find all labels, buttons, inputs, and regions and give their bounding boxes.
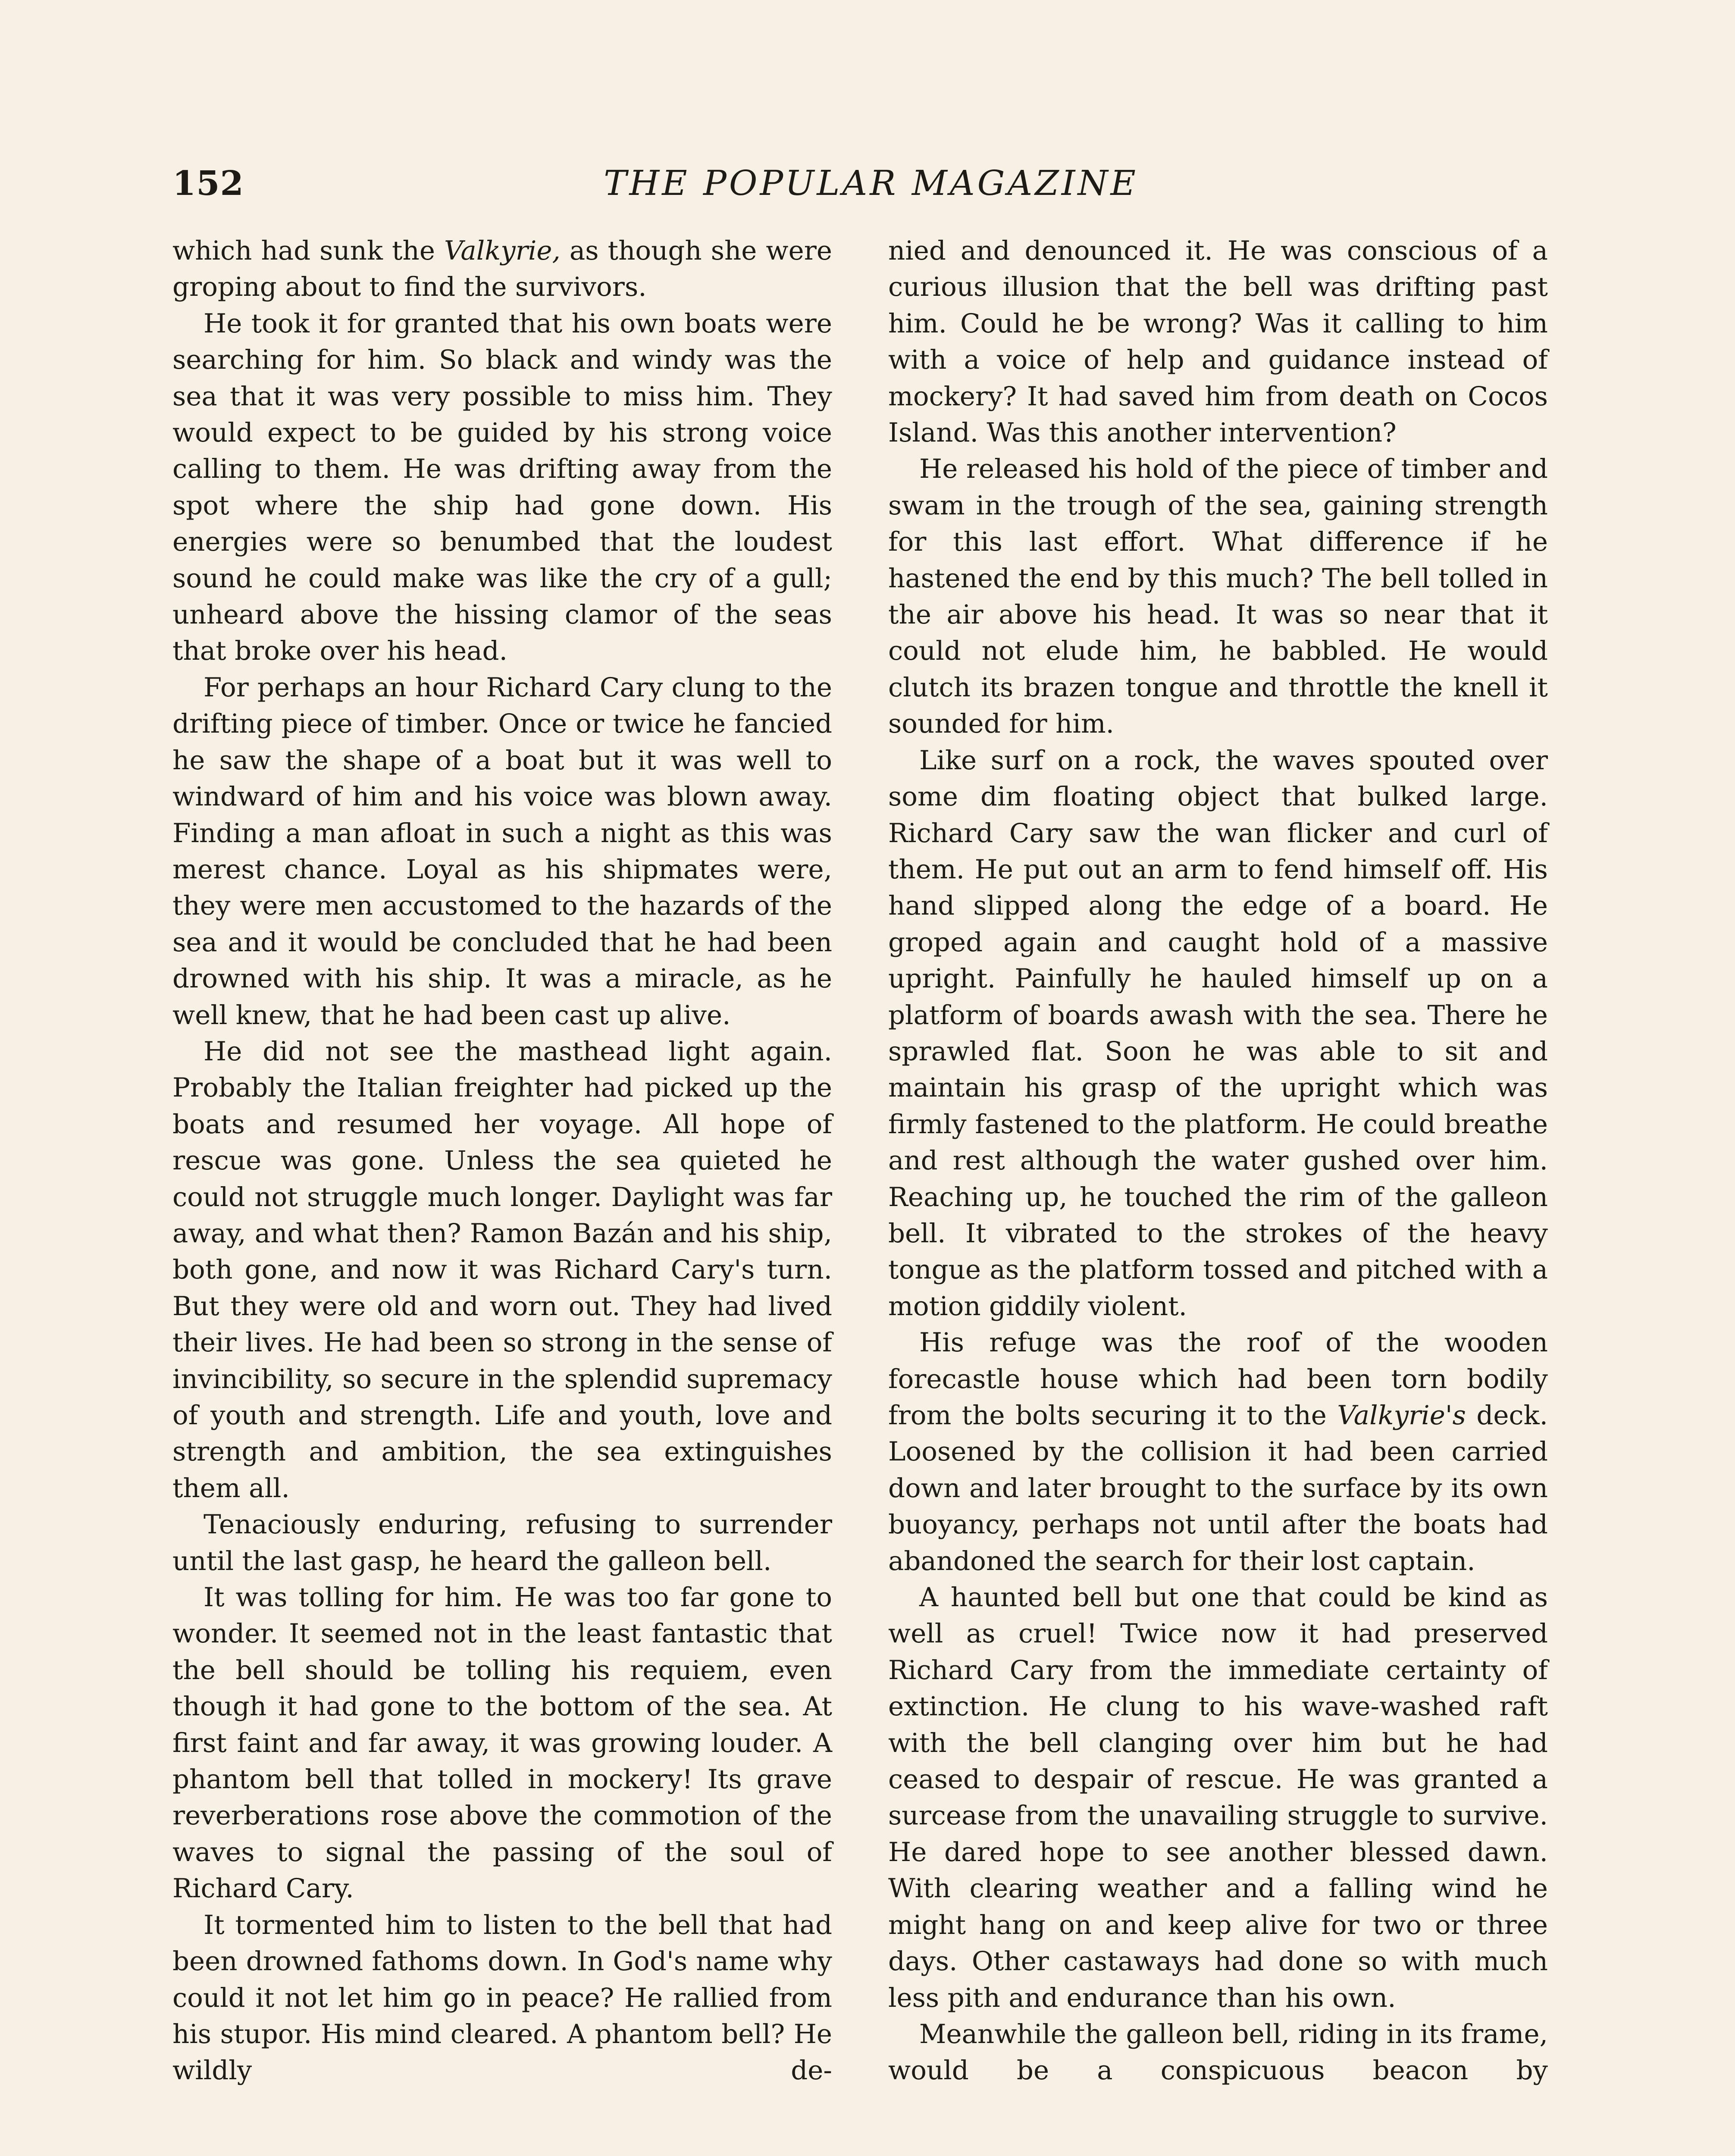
paragraph: which had sunk the Valkyrie, as though she were groping about to find the survivors. xyxy=(172,235,832,303)
paragraph: He did not see the masthead light again. Probably the Italian freighter had picked up the boats and resumed her voyage. All hope of rescue was gone. Unless the sea quieted he could not struggle much longer. Daylight was far away, and what then? Ramon Bazán and his ship, both gone, and now it was Richard Cary's turn. But they were old and worn out. They had lived their lives. He had been so strong in the sense of invincibility, so secure in the splendid supremacy of youth and strength. Life and youth, love and strength and ambition, the sea extinguishes them all. xyxy=(172,1036,832,1504)
paragraph: nied and denounced it. He was conscious of a curious illusion that the bell was drifting past him. Could he be wrong? Was it calling to him with a voice of help and guidance instead of mockery? It had saved him from death on Cocos Island. Was this another intervention? xyxy=(888,235,1548,448)
page-header xyxy=(172,155,1569,224)
paragraph: Like surf on a rock, the waves spouted over some dim floating object that bulked large. Richard Cary saw the wan flicker and curl of them. He put out an arm to fend himself off. His hand slipped along the edge of a board. He groped again and caught hold of a massive upright. Painfully he hauled himself up on a platform of boards awash with the sea. There he sprawled flat. Soon he was able to sit and maintain his grasp of the upright which was firmly fastened to the platform. He could breathe and rest although the water gushed over him. Reaching up, he touched the rim of the galleon bell. It vibrated to the strokes of the heavy tongue as the platform tossed and pitched with a motion giddily violent. xyxy=(888,745,1548,1322)
paragraph: Tenaciously enduring, refusing to surrender until the last gasp, he heard the galleon bell. xyxy=(172,1509,832,1576)
paragraph: His refuge was the roof of the wooden forecastle house which had been torn bodily from the bolts securing it to the Valkyrie's deck. Loosened by the collision it had been carried down and later brought to the surface by its own buoyancy, perhaps not until after the boats had abandoned the search for their lost captain. xyxy=(888,1327,1548,1576)
paragraph: He took it for granted that his own boats were searching for him. So black and windy was the sea that it was very possible to miss him. They would expect to be guided by his strong voice calling to them. He was drifting away from the spot where the ship had gone down. His energies were so benumbed that the loudest sound he could make was like the cry of a gull; unheard above the hissing clamor of the seas that broke over his head. xyxy=(172,308,832,667)
paragraph: A haunted bell but one that could be kind as well as cruel! Twice now it had preserved Richard Cary from the immediate certainty of extinction. He clung to his wave-washed raft with the bell clanging over him but he had ceased to despair of rescue. He was granted a surcease from the unavailing struggle to survive. He dared hope to see another blessed dawn. With clearing weather and a falling wind he might hang on and keep alive for two or three days. Other castaways had done so with much less pith and endurance than his own. xyxy=(888,1582,1548,2013)
paragraph: Meanwhile the galleon bell, riding in its frame, would be a conspicuous beacon by xyxy=(888,2018,1548,2086)
right-column xyxy=(888,233,1548,2089)
paragraph: For perhaps an hour Richard Cary clung to the drifting piece of timber. Once or twice he fancied he saw the shape of a boat but it was well to windward of him and his voice was blown away. Finding a man afloat in such a night as this was merest chance. Loyal as his shipmates were, they were men accustomed to the hazards of the sea and it would be concluded that he had been drowned with his ship. It was a miracle, as he well knew, that he had been cast up alive. xyxy=(172,672,832,1031)
paragraph: It tormented him to listen to the bell that had been drowned fathoms down. In God's name why could it not let him go in peace? He rallied from his stupor. His mind cleared. A phantom bell? He wildly de- xyxy=(172,1909,832,2086)
paragraph: He released his hold of the piece of timber and swam in the trough of the sea, gaining strength for this last effort. What difference if he hastened the end by this much? The bell tolled in the air above his head. It was so near that it could not elude him, he babbled. He would clutch its brazen tongue and throttle the knell it sounded for him. xyxy=(888,454,1548,740)
paragraph: It was tolling for him. He was too far gone to wonder. It seemed not in the least fantastic that the bell should be tolling his requiem, even though it had gone to the bottom of the sea. At first faint and far away, it was growing louder. A phantom bell that tolled in mockery! Its grave reverberations rose above the commotion of the waves to signal the passing of the soul of Richard Cary. xyxy=(172,1582,832,1904)
running-title: THE POPULAR MAGAZINE xyxy=(604,163,1138,203)
left-column xyxy=(172,233,832,2089)
page-number: 152 xyxy=(172,164,244,203)
ship-name: Valkyrie's xyxy=(1337,1400,1466,1431)
ship-name: Valkyrie, xyxy=(444,235,561,266)
